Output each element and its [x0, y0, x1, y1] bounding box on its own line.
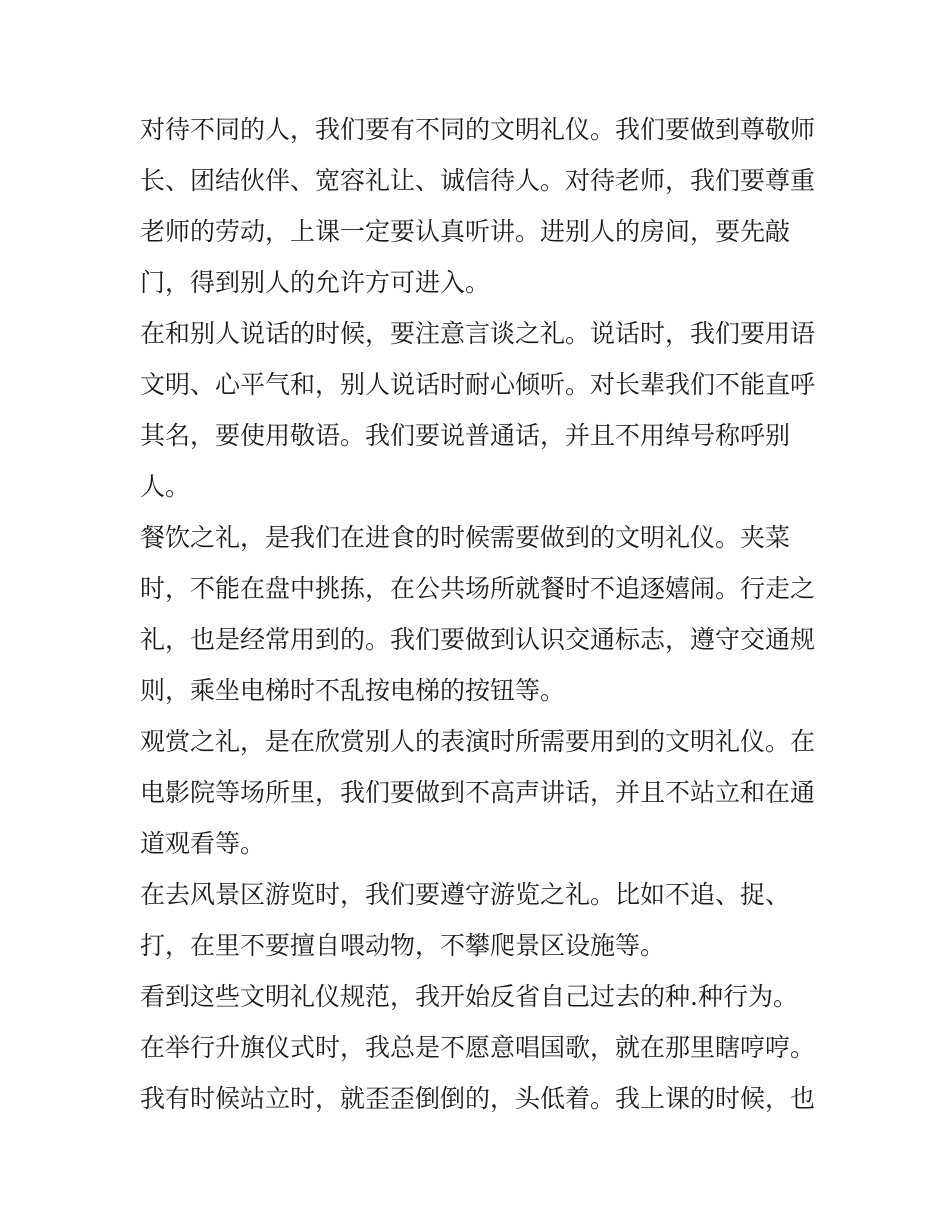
- text-line: 门，得到别人的允许方可进入。: [140, 268, 491, 297]
- body-text: [140, 104, 820, 1124]
- text-line: 则，乘坐电梯时不乱按电梯的按钮等。: [140, 676, 566, 705]
- text-line: 电影院等场所里，我们要做到不高声讲话，并且不站立和在通: [140, 778, 816, 807]
- text-line: 在举行升旗仪式时，我总是不愿意唱国歌，就在那里瞎哼哼。: [140, 1033, 816, 1062]
- text-line: 道观看等。: [140, 829, 266, 858]
- text-line: 在和别人说话的时候，要注意言谈之礼。说话时，我们要用语: [140, 319, 816, 348]
- text-line: 我有时候站立时，就歪歪倒倒的，头低着。我上课的时候，也: [140, 1084, 816, 1113]
- text-line: 老师的劳动，上课一定要认真听讲。进别人的房间，要先敲: [140, 217, 791, 246]
- text-line: 观赏之礼，是在欣赏别人的表演时所需要用到的文明礼仪。在: [140, 727, 816, 756]
- text-line: 文明、心平气和，别人说话时耐心倾听。对长辈我们不能直呼: [140, 370, 816, 399]
- text-line: 长、团结伙伴、宽容礼让、诚信待人。对待老师，我们要尊重: [140, 166, 816, 195]
- text-line: 人。: [140, 472, 191, 501]
- text-line: 礼，也是经常用到的。我们要做到认识交通标志，遵守交通规: [140, 625, 816, 654]
- text-line: 时，不能在盘中挑拣，在公共场所就餐时不追逐嬉闹。行走之: [140, 574, 816, 603]
- text-line: 看到这些文明礼仪规范，我开始反省自己过去的种.种行为。: [140, 982, 798, 1011]
- text-line: 对待不同的人，我们要有不同的文明礼仪。我们要做到尊敬师: [140, 115, 816, 144]
- text-line: 打，在里不要擅自喂动物，不攀爬景区设施等。: [140, 931, 666, 960]
- text-line: 其名，要使用敬语。我们要说普通话，并且不用绰号称呼别: [140, 421, 791, 450]
- text-line: 餐饮之礼，是我们在进食的时候需要做到的文明礼仪。夹菜: [140, 523, 791, 552]
- text-line: 在去风景区游览时，我们要遵守游览之礼。比如不追、捉、: [140, 880, 791, 909]
